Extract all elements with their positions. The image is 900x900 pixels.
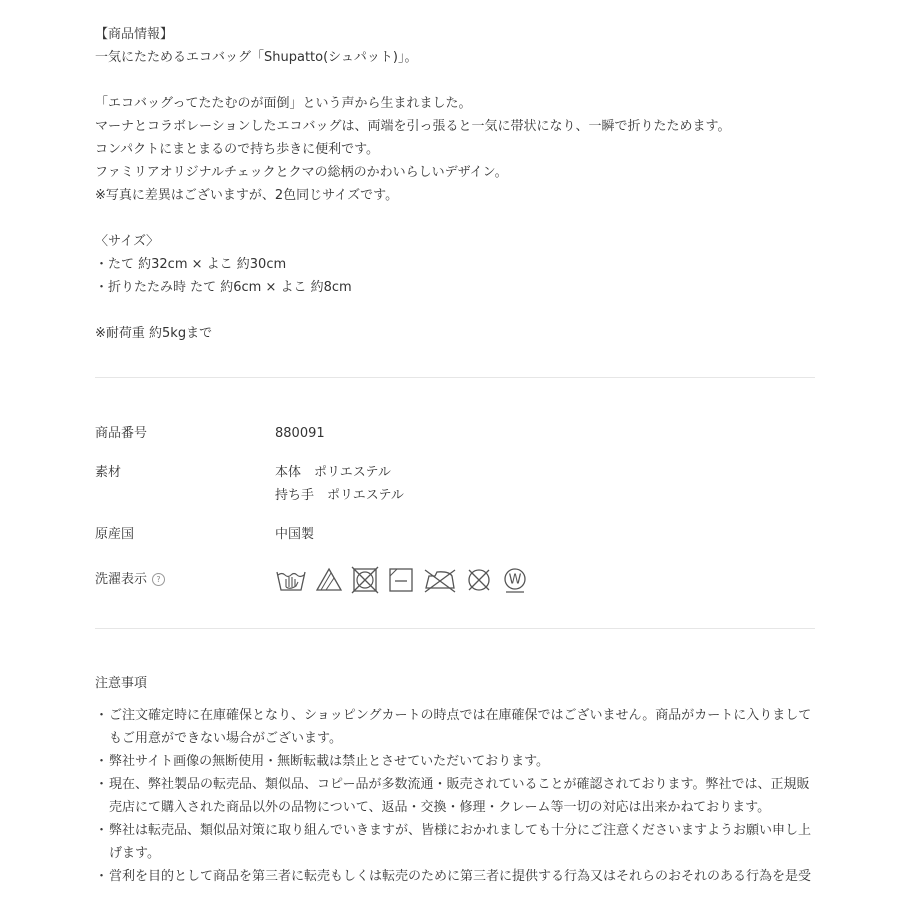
blank-line — [95, 299, 815, 322]
note-item — [95, 750, 815, 773]
description-line: コンパクトにまとまるので持ち歩きに便利です。 — [95, 142, 380, 157]
description-line: マーナとコラボレーションしたエコバッグは、両端を引っ張ると一気に帯状になり、一瞬で折りたためます。 — [95, 119, 731, 134]
description-lines — [95, 46, 815, 345]
bullet: ・ — [95, 869, 109, 884]
description-line: ・折りたたみ時 たて 約6cm × よこ 約8cm — [95, 280, 352, 295]
wet-clean-letter: W — [508, 572, 522, 588]
question-circle-icon[interactable]: ? — [152, 573, 165, 586]
description-line: ファミリアオリジナルチェックとクマの総柄のかわいらしいデザイン。 — [95, 165, 508, 180]
spec-table — [95, 378, 815, 594]
notes-list — [95, 704, 815, 888]
note-item — [95, 865, 815, 888]
note-line: 弊社サイト画像の無断使用・無断転載は禁止とさせていただいております。 — [109, 754, 550, 769]
product-detail — [95, 0, 815, 888]
no-tumble-dry-icon — [351, 566, 379, 594]
note-line: ご注文確定時に在庫確保となり、ショッピングカートの時点では在庫確保ではございません。商品がカートに入りまして — [109, 708, 812, 723]
blank-line — [95, 69, 815, 92]
note-line: 売店にて購入された商品以外の品物について、返品・交換・修理・クレーム等一切の対応は出来かねております。 — [109, 800, 771, 815]
no-iron-icon — [423, 566, 457, 594]
blank-line — [95, 207, 815, 230]
wet-clean-icon — [501, 566, 529, 594]
note-line: 営利を目的として商品を第三者に転売もしくは転売のために第三者に提供する行為又はそれらのおそれのある行為を是受 — [109, 869, 812, 884]
care-icons — [275, 566, 529, 594]
note-text — [109, 750, 815, 773]
description-heading: 【商品情報】 — [95, 27, 174, 42]
spec-row-care — [95, 566, 815, 594]
spec-value — [275, 461, 404, 507]
spec-label: 素材 — [95, 465, 122, 480]
spec-label: 原産国 — [95, 527, 135, 542]
note-line: 弊社は転売品、類似品対策に取り組んでいきますが、皆様におかれましても十分にご注意くださいますようお願い申し上 — [109, 823, 812, 838]
no-dry-clean-icon — [465, 566, 493, 594]
description-line: ※耐荷重 約5kgまで — [95, 326, 213, 341]
material-body: 本体 ポリエステル — [275, 465, 391, 480]
no-bleach-icon — [315, 566, 343, 594]
spec-label-care — [95, 566, 275, 594]
material-handle: 持ち手 ポリエステル — [275, 488, 404, 503]
note-text — [109, 773, 815, 819]
bullet: ・ — [95, 777, 109, 792]
spec-label: 洗濯表示 — [95, 572, 148, 587]
description-line: 「エコバッグってたたむのが面倒」という声から生まれました。 — [95, 96, 472, 111]
hand-wash-icon — [275, 566, 307, 594]
spec-value: 中国製 — [275, 527, 315, 542]
note-item — [95, 819, 815, 865]
note-line: もご用意ができない場合がございます。 — [109, 731, 342, 746]
spec-value: 880091 — [275, 426, 325, 441]
description-line: 一気にたためるエコバッグ「Shupatto(シュパット)」。 — [95, 50, 418, 65]
bullet: ・ — [95, 708, 109, 723]
note-line: げます。 — [109, 846, 160, 861]
notes-section — [95, 629, 815, 888]
description-line: ※写真に差異はございますが、2色同じサイズです。 — [95, 188, 399, 203]
description-line: 〈サイズ〉 — [95, 234, 159, 249]
note-item — [95, 704, 815, 750]
notes-title: 注意事項 — [95, 676, 148, 691]
note-line: 現在、弊社製品の転売品、類似品、コピー品が多数流通・販売されていることが確認されております。弊社では、正規販 — [109, 777, 810, 792]
spec-label: 商品番号 — [95, 426, 148, 441]
note-text — [109, 704, 815, 750]
description-line: ・たて 約32cm × よこ 約30cm — [95, 257, 287, 272]
product-description — [95, 0, 815, 345]
bullet: ・ — [95, 754, 109, 769]
bullet: ・ — [95, 823, 109, 838]
note-text — [109, 865, 815, 888]
note-text — [109, 819, 815, 865]
line-dry-shade-icon — [387, 566, 415, 594]
note-item — [95, 773, 815, 819]
spec-row-product-number — [95, 422, 815, 445]
spec-row-origin — [95, 523, 815, 546]
spec-row-material — [95, 461, 815, 507]
